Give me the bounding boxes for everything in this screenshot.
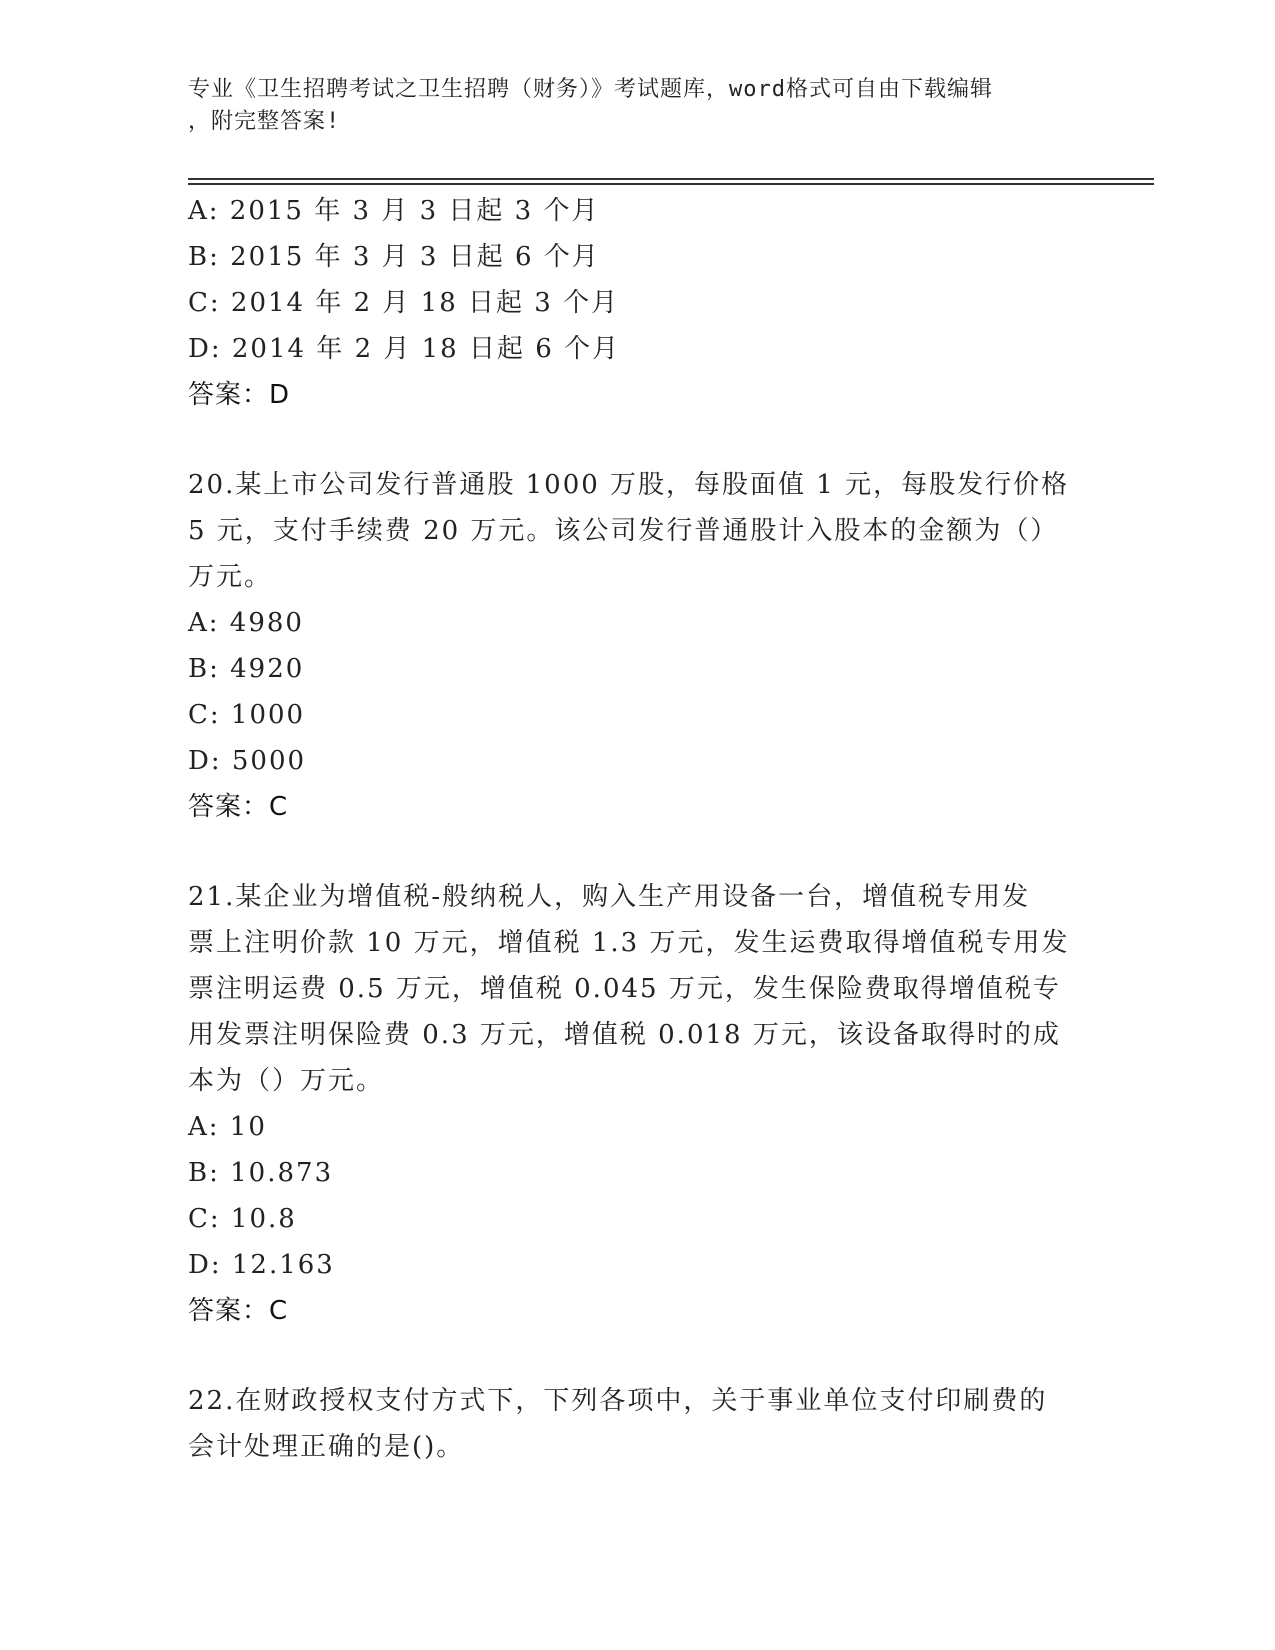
question-text-line: 万元。 [188,562,273,592]
question-text-line: 21.某企业为增值税-般纳税人，购入生产用设备一台，增值税专用发 [188,882,1031,912]
question-text-line: 22.在财政授权支付方式下，下列各项中，关于事业单位支付印刷费的 [188,1386,1048,1416]
question-20 [188,462,1088,830]
option-a: A: 4980 [188,608,304,638]
question-text-line: 用发票注明保险费 0.3 万元，增值税 0.018 万元，该设备取得时的成 [188,1020,1061,1050]
question-text-line: 20.某上市公司发行普通股 1000 万股，每股面值 1 元，每股发行价格 [188,470,1070,500]
option-c: C: 1000 [188,700,306,730]
answer: 答案：C [188,1296,289,1326]
question-text-line: 本为（）万元。 [188,1066,385,1096]
document-header [188,74,1068,138]
question-text-line: 票注明运费 0.5 万元，增值税 0.045 万元，发生保险费取得增值税专 [188,974,1061,1004]
option-d: D: 12.163 [188,1250,335,1280]
header-rule-top [188,178,1154,180]
option-a: A: 2015 年 3 月 3 日起 3 个月 [188,196,600,226]
question-22 [188,1378,1088,1470]
option-b: B: 4920 [188,654,305,684]
answer: 答案：C [188,792,289,822]
spacer [188,830,1088,874]
header-line-1: 专业《卫生招聘考试之卫生招聘（财务）》考试题库，word格式可自由下载编辑 [188,77,993,102]
question-19 [188,188,1088,418]
spacer [188,418,1088,462]
option-d: D: 5000 [188,746,307,776]
question-content [188,188,1088,1470]
spacer [188,1334,1088,1378]
question-text-line: 会计处理正确的是()。 [188,1432,465,1462]
question-21 [188,874,1088,1334]
header-rule-bottom [188,183,1154,185]
answer: 答案：D [188,380,291,410]
option-b: B: 2015 年 3 月 3 日起 6 个月 [188,242,600,272]
header-line-2: ，附完整答案! [188,109,341,134]
option-a: A: 10 [188,1112,267,1142]
option-c: C: 2014 年 2 月 18 日起 3 个月 [188,288,620,318]
option-d: D: 2014 年 2 月 18 日起 6 个月 [188,334,621,364]
question-text-line: 票上注明价款 10 万元，增值税 1.3 万元，发生运费取得增值税专用发 [188,928,1070,958]
option-c: C: 10.8 [188,1204,297,1234]
question-text-line: 5 元，支付手续费 20 万元。该公司发行普通股计入股本的金额为（） [188,516,1059,546]
option-b: B: 10.873 [188,1158,334,1188]
